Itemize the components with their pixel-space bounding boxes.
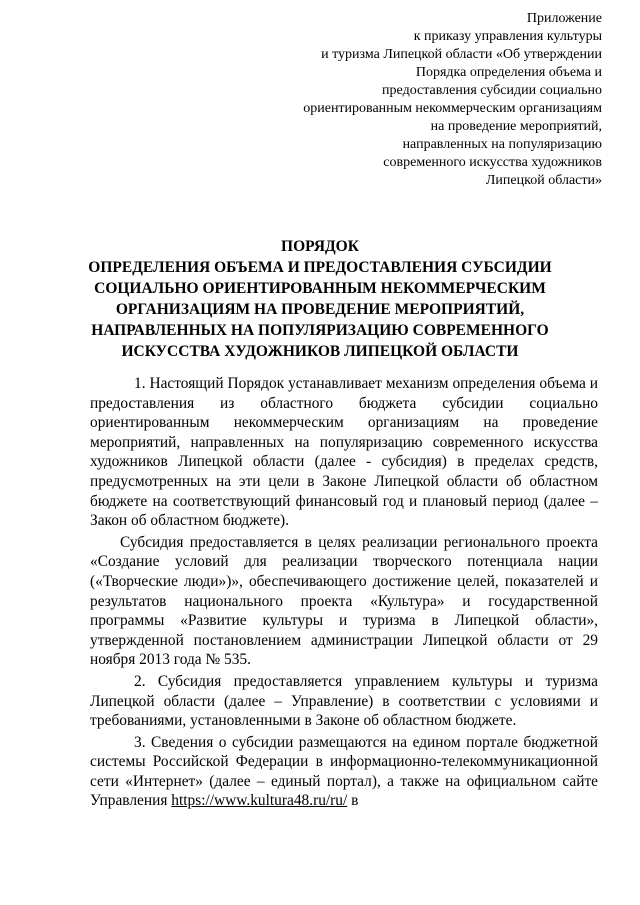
appendix-line: ориентированным некоммерческим организациям [303, 101, 602, 116]
document-body [90, 374, 598, 813]
appendix-header [222, 10, 602, 190]
appendix-line: Порядка определения объема и [415, 65, 602, 80]
paragraph-1: 1. Настоящий Порядок устанавливает механизм определения объема и предоставления из областного бюджета субсидии социально ориентированным некоммерческим организациям на проведение мероприятий, направленных на популяризацию современного искусства художников Липецкой области (далее - субсидия) в пределах средств, предусмотренных на эти цели в Законе Липецкой области об областном бюджете на соответствующий финансовый год и плановый период (далее – Закон об областном бюджете). [90, 375, 598, 530]
paragraph-3: 2. Субсидия предоставляется управлением культуры и туризма Липецкой области (далее – Управление) в соответствии с условиями и требованиями, установленными в Законе об областном бюджете. [90, 672, 598, 730]
title-line: ОПРЕДЕЛЕНИЯ ОБЪЕМА И ПРЕДОСТАВЛЕНИЯ СУБСИДИИ [88, 259, 552, 276]
title-line: НАПРАВЛЕННЫХ НА ПОПУЛЯРИЗАЦИЮ СОВРЕМЕННОГО [91, 322, 549, 339]
paragraph-4-text: 3. Сведения о субсидии размещаются на едином портале бюджетной системы Российской Федерации в информационно-телекоммуникационной сети «Интернет» (далее – единый портал), а также на официальном сайте Управления [90, 733, 598, 810]
document-title [70, 236, 570, 362]
appendix-line: Приложение [526, 11, 602, 26]
appendix-line: направленных на популяризацию [402, 137, 602, 152]
title-line: СОЦИАЛЬНО ОРИЕНТИРОВАННЫМ НЕКОММЕРЧЕСКИМ [94, 280, 546, 297]
title-line: ОРГАНИЗАЦИЯМ НА ПРОВЕДЕНИЕ МЕРОПРИЯТИЙ, [115, 301, 525, 318]
appendix-line: и туризма Липецкой области «Об утверждении [321, 47, 602, 62]
appendix-line: предоставления субсидии социально [382, 83, 602, 98]
appendix-line: к приказу управления культуры [413, 29, 602, 44]
appendix-line: на проведение мероприятий, [430, 119, 602, 134]
kultura-website-link[interactable]: https://www.kultura48.ru/ru/ [171, 792, 348, 810]
appendix-line: современного искусства художников [383, 155, 602, 170]
appendix-line: Липецкой области» [485, 173, 602, 188]
paragraph-2: Субсидия предоставляется в целях реализации регионального проекта «Создание условий для реализации творческого потенциала нации («Творческие люди»)», обеспечивающего достижение целей, показателей и результатов национального проекта «Культура» и государственной программы «Развитие культуры и туризма в Липецкой области», утвержденной постановлением администрации Липецкой области от 29 ноября 2013 года № 535. [90, 533, 598, 669]
paragraph-4 [90, 733, 598, 811]
title-line: ПОРЯДОК [281, 238, 359, 255]
title-line: ИСКУССТВА ХУДОЖНИКОВ ЛИПЕЦКОЙ ОБЛАСТИ [121, 343, 519, 360]
paragraph-4-tail: в [347, 792, 359, 810]
